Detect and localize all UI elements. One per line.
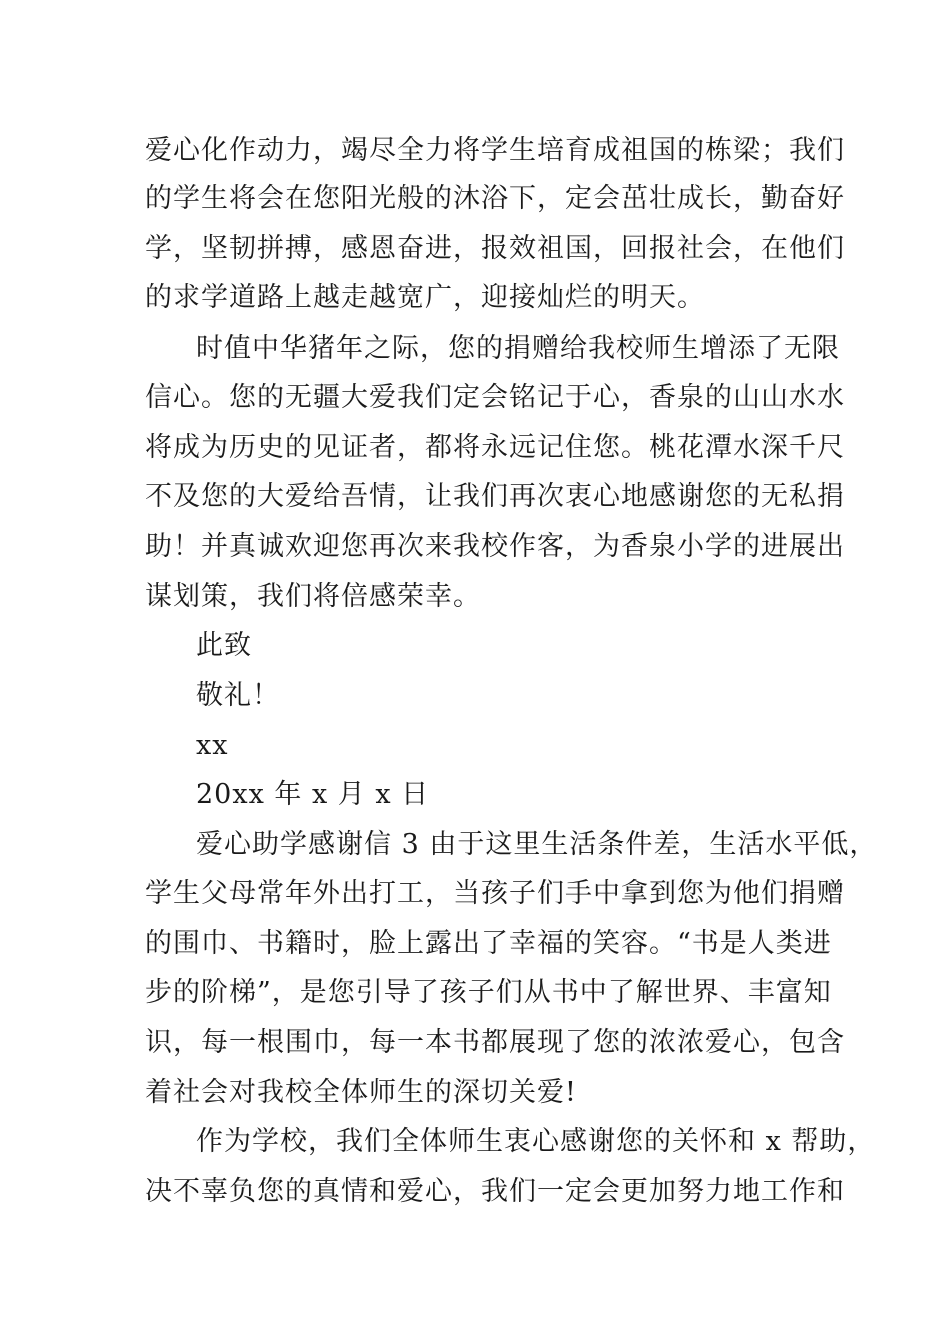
text-line: 识，每一根围巾，每一本书都展现了您的浓浓爱心，包含: [145, 1027, 845, 1058]
text-line: 决不辜负您的真情和爱心，我们一定会更加努力地工作和: [145, 1176, 845, 1207]
paragraph-first-line: 作为学校，我们全体师生衷心感谢您的关怀和 x 帮助，: [196, 1126, 876, 1157]
text-line: 的围巾、书籍时，脸上露出了幸福的笑容。“书是人类进: [145, 928, 832, 959]
text-line: 谋划策，我们将倍感荣幸。: [145, 581, 481, 612]
text-line: 学，坚韧拼搏，感恩奋进，报效祖国，回报社会，在他们: [145, 233, 845, 264]
closing-text: 此致: [196, 630, 252, 661]
text-line: 步的阶梯”，是您引导了孩子们从书中了解世界、丰富知: [145, 977, 832, 1008]
text-line: 的求学道路上越走越宽广，迎接灿烂的明天。: [145, 282, 705, 313]
text-line: 着社会对我校全体师生的深切关爱!: [145, 1077, 577, 1108]
text-line: 学生父母常年外出打工，当孩子们手中拿到您为他们捐赠: [145, 878, 845, 909]
paragraph-first-line: 时值中华猪年之际，您的捐赠给我校师生增添了无限: [196, 333, 840, 364]
paragraph-first-line: 爱心助学感谢信 3 由于这里生活条件差，生活水平低，: [196, 829, 878, 860]
text-line: 信心。您的无疆大爱我们定会铭记于心，香泉的山山水水: [145, 382, 845, 413]
text-line: 的学生将会在您阳光般的沐浴下，定会茁壮成长，勤奋好: [145, 183, 845, 214]
text-line: 助！并真诚欢迎您再次来我校作客，为香泉小学的进展出: [145, 531, 845, 562]
text-line: 爱心化作动力，竭尽全力将学生培育成祖国的栋梁；我们: [145, 135, 845, 166]
text-line: 不及您的大爱给吾情，让我们再次衷心地感谢您的无私捐: [145, 481, 845, 512]
signature-text: xx: [196, 730, 229, 761]
text-line: 将成为历史的见证者，都将永远记住您。桃花潭水深千尺: [145, 432, 845, 463]
date-text: 20xx 年 x 月 x 日: [196, 779, 430, 810]
salute-text: 敬礼！: [196, 680, 280, 711]
